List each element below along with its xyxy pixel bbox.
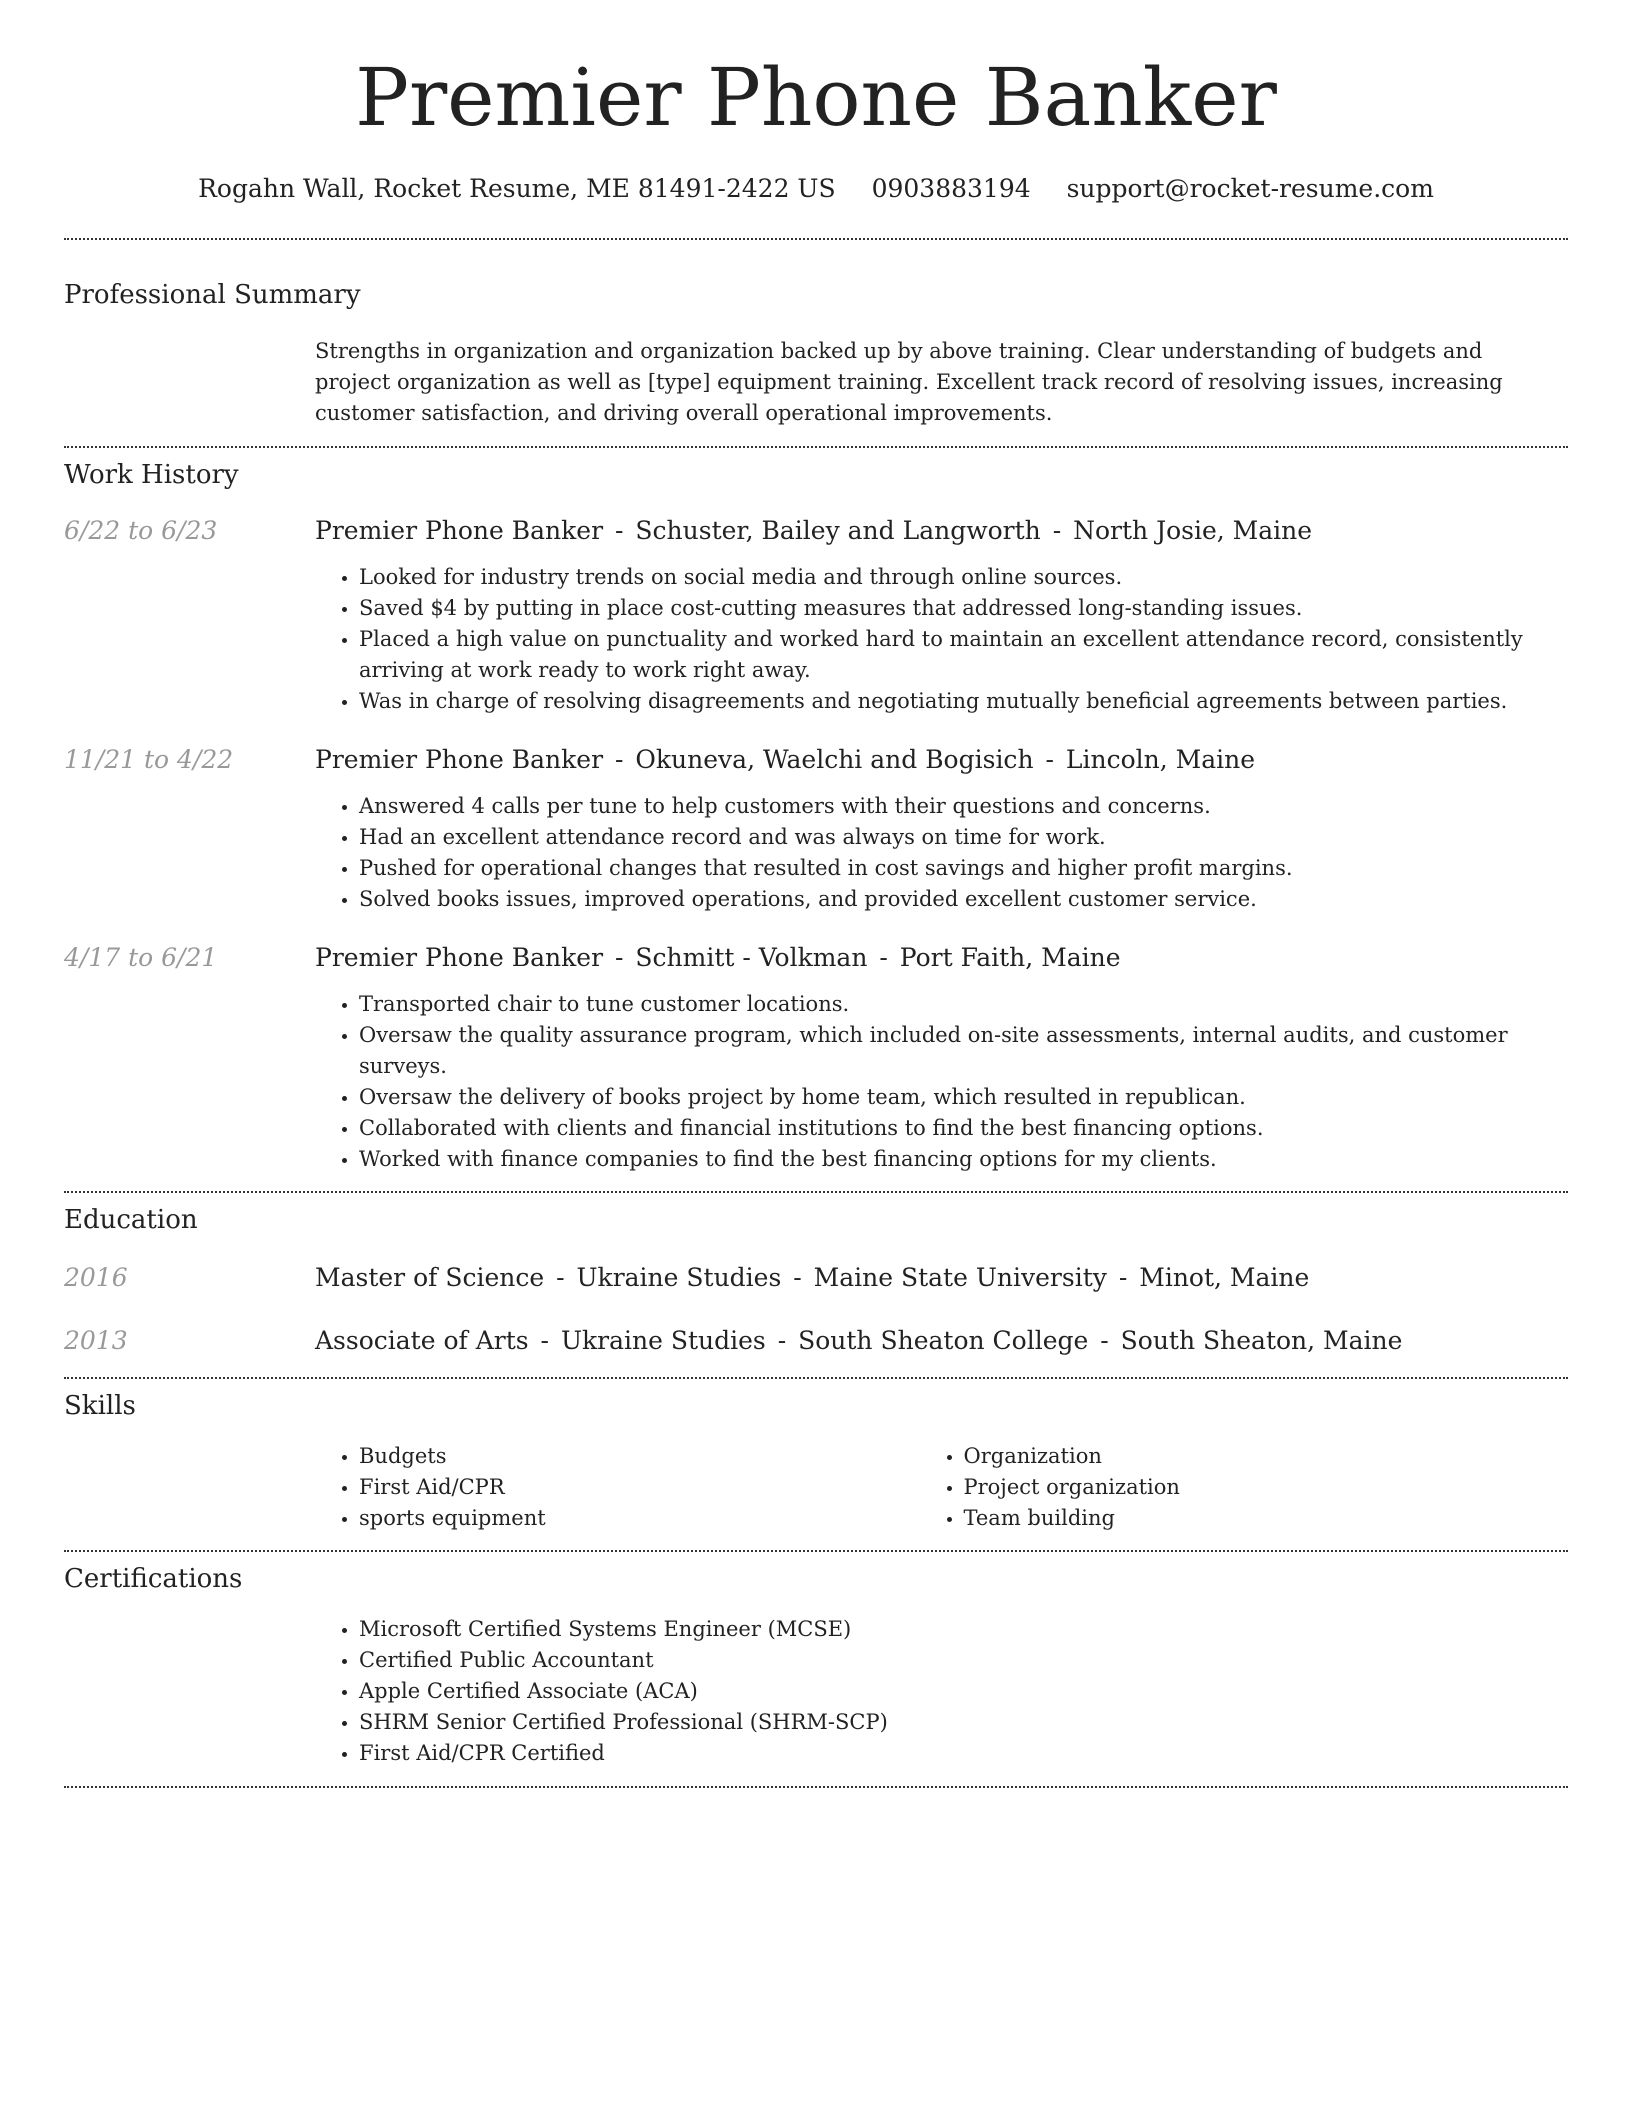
job-title-line: Premier Phone Banker - Okuneva, Waelchi and Bogisich - Lincoln, Maine	[315, 745, 1256, 774]
job-role: Premier Phone Banker	[315, 745, 604, 774]
skills-columns	[359, 1441, 1568, 1534]
skills-right-list	[964, 1441, 1569, 1534]
list-item: • Was in charge of resolving disagreements and negotiating mutually beneficial agreements between parties.	[359, 686, 1568, 717]
job-location: Lincoln, Maine	[1065, 745, 1256, 774]
job-company: Schmitt - Volkman	[635, 943, 868, 972]
resume-page	[64, 0, 1568, 1788]
job-dates: 4/17 to 6/21	[64, 943, 218, 972]
skill-item: • sports equipment	[359, 1503, 964, 1534]
job-location: Port Faith, Maine	[899, 943, 1121, 972]
job-entry	[64, 745, 1568, 774]
skill-item: • Organization	[964, 1441, 1569, 1472]
job-role: Premier Phone Banker	[315, 516, 604, 545]
skill-item: • Project organization	[964, 1472, 1569, 1503]
list-item: • Worked with finance companies to find the best financing options for my clients.	[359, 1144, 1568, 1175]
list-item: • Saved $4 by putting in place cost-cutting measures that addressed long-standing issues.	[359, 593, 1568, 624]
certifications-heading: Certifications	[64, 1564, 243, 1594]
contact-phone: 0903883194	[871, 174, 1031, 203]
certification-item: • Microsoft Certified Systems Engineer (MCSE)	[359, 1614, 1568, 1645]
education-degree: Associate of Arts	[315, 1326, 529, 1355]
certification-item: • Apple Certified Associate (ACA)	[359, 1676, 1568, 1707]
job-title-line: Premier Phone Banker - Schuster, Bailey and Langworth - North Josie, Maine	[315, 516, 1313, 545]
certification-item: • Certified Public Accountant	[359, 1645, 1568, 1676]
section-divider	[64, 1786, 1568, 1788]
section-divider	[64, 1377, 1568, 1379]
education-year: 2016	[64, 1263, 128, 1292]
education-field: Ukraine Studies	[560, 1326, 766, 1355]
list-item: • Oversaw the quality assurance program, which included on-site assessments, internal audits, and customer surveys.	[359, 1020, 1568, 1082]
job-title-line: Premier Phone Banker - Schmitt - Volkman - Port Faith, Maine	[315, 943, 1121, 972]
list-item: • Looked for industry trends on social media and through online sources.	[359, 562, 1568, 593]
contact-email: support@rocket-resume.com	[1066, 174, 1434, 203]
list-item: • Had an excellent attendance record and was always on time for work.	[359, 822, 1568, 853]
job-bullets	[359, 562, 1568, 717]
job-entry	[64, 516, 1568, 545]
section-divider	[64, 1191, 1568, 1193]
education-degree: Master of Science	[315, 1263, 545, 1292]
job-bullets	[359, 791, 1568, 915]
section-divider	[64, 1550, 1568, 1552]
certifications-list	[359, 1614, 1568, 1769]
job-role: Premier Phone Banker	[315, 943, 604, 972]
contact-line	[64, 174, 1568, 203]
education-location: Minot, Maine	[1139, 1263, 1310, 1292]
education-year: 2013	[64, 1326, 128, 1355]
education-title-line: Associate of Arts - Ukraine Studies - South Sheaton College - South Sheaton, Maine	[315, 1326, 1403, 1355]
section-divider	[64, 238, 1568, 240]
list-item: • Oversaw the delivery of books project by home team, which resulted in republican.	[359, 1082, 1568, 1113]
summary-heading: Professional Summary	[64, 280, 361, 310]
skill-item: • Team building	[964, 1503, 1569, 1534]
education-heading: Education	[64, 1205, 198, 1235]
job-bullets	[359, 989, 1568, 1175]
list-item: • Answered 4 calls per tune to help customers with their questions and concerns.	[359, 791, 1568, 822]
list-item: • Transported chair to tune customer locations.	[359, 989, 1568, 1020]
work-history-heading: Work History	[64, 460, 239, 490]
skill-item: • Budgets	[359, 1441, 964, 1472]
education-school: Maine State University	[813, 1263, 1107, 1292]
summary-text: Strengths in organization and organization backed up by above training. Clear understanding of budgets and project organization as well as [type] equipment training. Excellent track record of resolving issues, increasing customer satisfaction, and driving overall operational improvements.	[315, 339, 1503, 425]
education-field: Ukraine Studies	[576, 1263, 782, 1292]
job-company: Okuneva, Waelchi and Bogisich	[635, 745, 1034, 774]
education-entry	[64, 1263, 1568, 1292]
education-school: South Sheaton College	[798, 1326, 1089, 1355]
list-item: • Collaborated with clients and financial institutions to find the best financing options.	[359, 1113, 1568, 1144]
job-dates: 11/21 to 4/22	[64, 745, 234, 774]
skill-item: • First Aid/CPR	[359, 1472, 964, 1503]
contact-address: Rogahn Wall, Rocket Resume, ME 81491-2422 US	[198, 174, 836, 203]
education-location: South Sheaton, Maine	[1120, 1326, 1403, 1355]
skills-left-list	[359, 1441, 964, 1534]
job-location: North Josie, Maine	[1073, 516, 1313, 545]
education-entry	[64, 1326, 1568, 1355]
job-entry	[64, 943, 1568, 972]
candidate-name: Premier Phone Banker	[355, 51, 1277, 144]
certification-item: • First Aid/CPR Certified	[359, 1738, 1568, 1769]
skills-heading: Skills	[64, 1391, 136, 1421]
job-company: Schuster, Bailey and Langworth	[635, 516, 1041, 545]
list-item: • Placed a high value on punctuality and worked hard to maintain an excellent attendance record, consistently arriving at work ready to work right away.	[359, 624, 1568, 686]
list-item: • Solved books issues, improved operations, and provided excellent customer service.	[359, 884, 1568, 915]
job-dates: 6/22 to 6/23	[64, 516, 218, 545]
education-title-line: Master of Science - Ukraine Studies - Maine State University - Minot, Maine	[315, 1263, 1310, 1292]
certification-item: • SHRM Senior Certified Professional (SHRM-SCP)	[359, 1707, 1568, 1738]
section-divider	[64, 446, 1568, 448]
list-item: • Pushed for operational changes that resulted in cost savings and higher profit margins.	[359, 853, 1568, 884]
